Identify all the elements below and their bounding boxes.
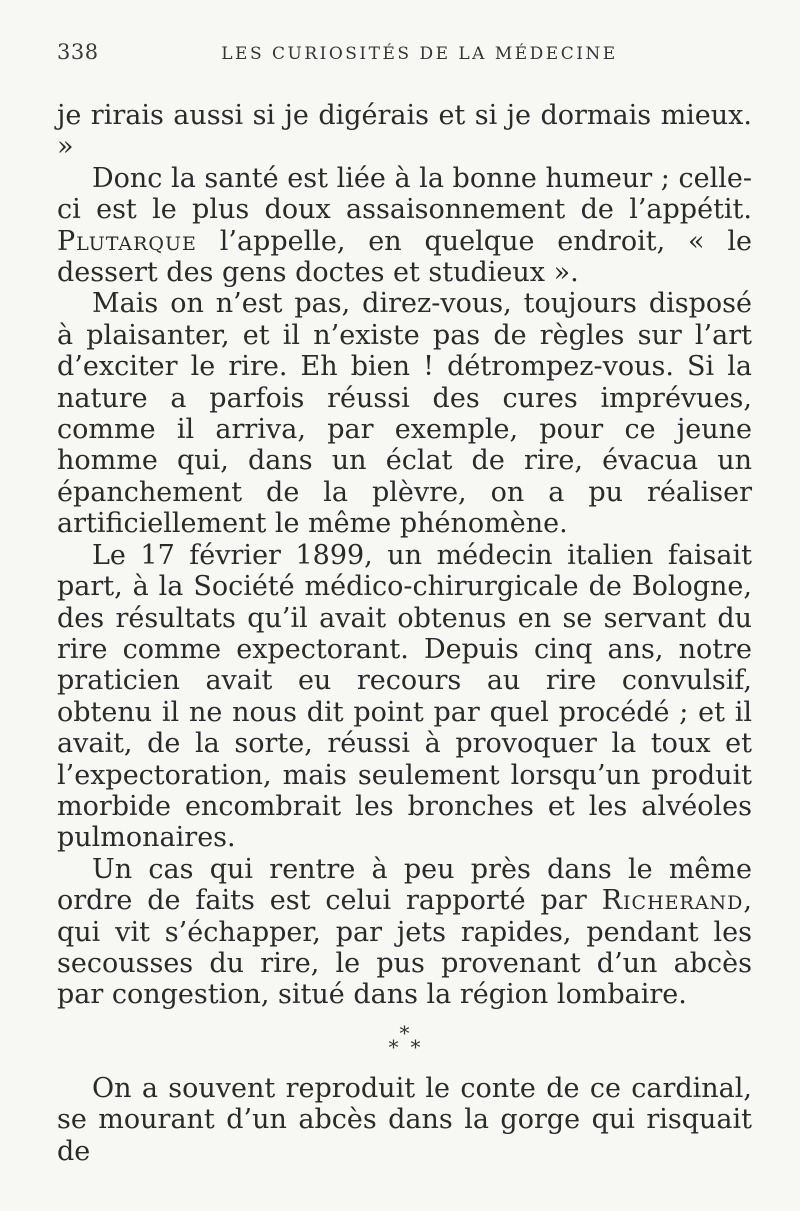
section-separator — [57, 1011, 752, 1073]
body-text — [57, 100, 752, 1167]
paragraph-text: l’appelle, en quelque endroit, « le dessert des gens doctes et studieux ». — [57, 225, 752, 289]
running-head: LES CURIOSITÉS DE LA MÉDECINE — [221, 44, 618, 64]
paragraph-text: Donc la santé est liée à la bonne humeur ; celle-ci est le plus doux assaisonnement de l’appétit. — [57, 162, 752, 226]
asterism-bottom — [57, 1034, 752, 1059]
asterism-left: * — [388, 1034, 399, 1059]
author-name-plutarque: Plutarque — [57, 225, 197, 257]
paragraph-art-of-laughter: Mais on n’est pas, direz-vous, toujours disposé à plaisanter, et il n’existe pas de règles sur l’art d’exciter le rire. Eh bien ! détrompez-vous. Si la nature a parfois réussi des cures imprévues, comme il arriva, par exemple, pour ce jeune homme qui, dans un éclat de rire, évacua un épanchement de la plèvre, on a pu réaliser artificiellement le même phénomène. — [57, 288, 752, 540]
paragraph-health-humor — [57, 163, 752, 289]
paragraph-continuation: je rirais aussi si je digérais et si je dormais mieux. » — [57, 100, 752, 163]
author-name-richerand: Richerand — [601, 885, 744, 917]
paragraph-text: Un cas qui rentre à peu près dans le même ordre de faits est celui rapporté par — [57, 853, 752, 917]
paragraph-italian-physician: Le 17 février 1899, un médecin italien faisait part, à la Société médico-chirurgicale de Bologne, des résultats qu’il avait obtenus en se servant du rire comme expectorant. Depuis cinq ans, notre praticien avait eu recours au rire convulsif, obtenu il ne nous dit point par quel procédé ; et il avait, de la sorte, réussi à provoquer la toux et l’expectoration, mais seulement lorsqu’un produit morbide encombrait les bronches et les alvéoles pulmonaires. — [57, 539, 752, 854]
paragraph-text: , qui vit s’échapper, par jets rapides, pendant les secousses du rire, le pus provenant d’un abcès par congestion, situé dans la région lombaire. — [57, 885, 752, 1011]
page-number: 338 — [57, 40, 99, 64]
page-header — [57, 40, 757, 70]
paragraph-richerand-case — [57, 854, 752, 1011]
asterism-right: * — [410, 1034, 421, 1059]
asterism-top: * — [399, 1020, 410, 1045]
paragraph-cardinal-tale: On a souvent reproduit le conte de ce cardinal, se mourant d’un abcès dans la gorge qui risquait de — [57, 1072, 752, 1167]
